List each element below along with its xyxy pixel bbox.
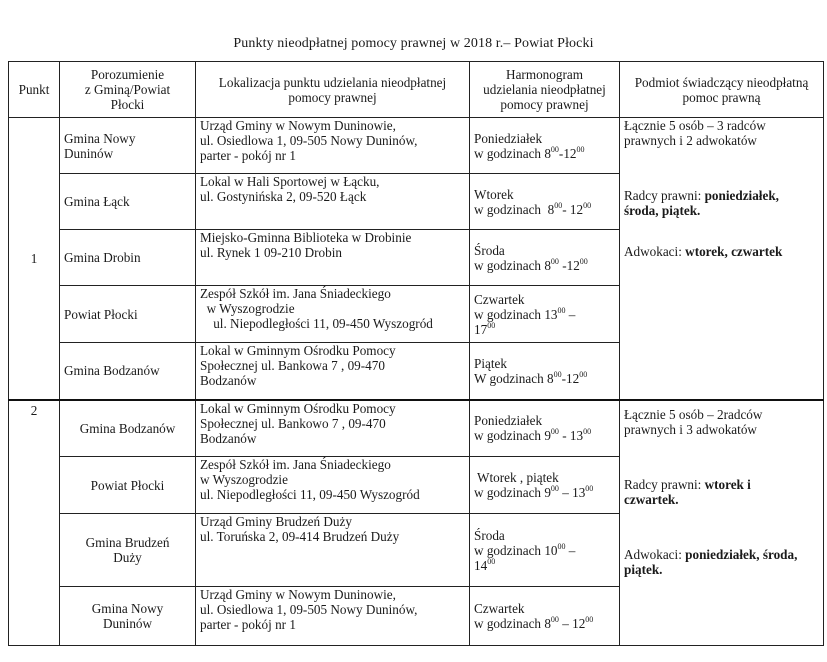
location-cell <box>196 118 470 174</box>
schedule-hours <box>474 307 615 322</box>
gmina-label: Duninów <box>102 616 153 631</box>
location-cell <box>196 230 470 286</box>
gmina-label: Gmina Bodzanów <box>64 363 160 379</box>
location-line: Zespół Szkół im. Jana Śniadeckiego <box>200 457 391 472</box>
schedule-day: Wtorek , piątek <box>474 470 559 485</box>
gmina-label: Gmina Brudzeń <box>85 535 170 550</box>
gmina-label: Powiat Płocki <box>90 477 165 493</box>
location-cell <box>196 514 470 587</box>
hours-part: 00 <box>550 615 559 624</box>
hours-part: 00 <box>579 256 588 266</box>
location-line: ul. Rynek 1 09-210 Drobin <box>200 245 342 260</box>
hours-part: 00 <box>550 256 559 266</box>
provider-summary: Łącznie 5 osób – 2radców <box>624 406 763 422</box>
location-line: Lokal w Hali Sportowej w Łącku, <box>200 174 380 189</box>
gmina-label: Gmina Drobin <box>64 250 141 265</box>
radcy-days: czwartek. <box>624 491 679 507</box>
location-line: parter - pokój nr 1 <box>200 148 296 163</box>
location-line: Społecznej ul. Bankowo 7 , 09-470 <box>200 415 386 431</box>
hours-part: 13 <box>572 485 586 500</box>
hours-part: 00 <box>583 200 592 210</box>
adwokaci-days: piątek. <box>624 561 663 577</box>
hours-part: – <box>565 306 576 322</box>
adwokaci-line <box>624 547 819 562</box>
location-line: ul. Osiedlowa 1, 09-505 Nowy Duninów, <box>200 133 418 148</box>
hours-part: w godzinach <box>474 428 545 444</box>
hours-part: w godzinach <box>474 542 545 558</box>
hours-part: 9 <box>544 485 551 500</box>
schedule-cell <box>470 174 620 230</box>
adwokaci-label: Adwokaci: <box>624 244 686 259</box>
gmina-cell <box>60 230 196 286</box>
legal-aid-schedule-table <box>8 61 824 646</box>
radcy-days: środa, piątek. <box>624 203 701 218</box>
schedule-hours <box>474 146 615 161</box>
hours-part: 00 <box>554 200 563 210</box>
provider-summary: Łącznie 5 osób – 3 radców <box>624 118 766 133</box>
location-line: ul. Osiedlowa 1, 09-505 Nowy Duninów, <box>200 602 418 617</box>
location-cell <box>196 457 470 514</box>
hours-part: w godzinach <box>474 257 545 273</box>
radcy-days: poniedziałek, <box>704 188 779 203</box>
location-line: Zespół Szkół im. Jana Śniadeckiego <box>200 286 391 301</box>
hours-part: - <box>561 370 566 386</box>
schedule-hours <box>474 371 615 386</box>
gmina-cell <box>60 343 196 400</box>
header-punkt: Punkt <box>9 62 60 118</box>
spacer <box>624 437 819 477</box>
hours-part: 12 <box>572 616 586 631</box>
table-row <box>9 400 824 457</box>
hours-part: 10 <box>544 542 558 558</box>
schedule-hours <box>474 258 615 273</box>
schedule-day: Czwartek <box>474 601 525 616</box>
location-cell <box>196 587 470 646</box>
adwokaci-label: Adwokaci: <box>624 546 686 562</box>
header-lokalizacja: Lokalizacja punktu udzielania nieodpłatnej pomocy prawnej <box>196 62 470 118</box>
location-line: Bodzanów <box>200 373 257 388</box>
hours-part: - <box>558 257 567 273</box>
adwokaci-days: wtorek, czwartek <box>685 244 783 259</box>
schedule-hours <box>474 485 615 500</box>
hours-part: - <box>558 145 564 161</box>
hours-part: 12 <box>566 370 580 386</box>
adwokaci-days: poniedziałek, środa, <box>685 546 798 562</box>
hours-part: 00 <box>550 484 559 493</box>
hours-part: 13 <box>544 306 558 322</box>
hours-part: 00 <box>487 320 496 330</box>
location-line: Miejsko-Gminna Biblioteka w Drobinie <box>200 230 412 245</box>
header-porozumienie: Porozumienie z Gminą/Powiat Płocki <box>60 62 196 118</box>
location-cell <box>196 174 470 230</box>
schedule-cell <box>470 230 620 286</box>
hours-part: 12 <box>566 257 580 273</box>
location-cell <box>196 343 470 400</box>
location-line: w Wyszogrodzie <box>200 472 288 487</box>
schedule-day: Poniedziałek <box>474 130 543 146</box>
location-cell <box>196 400 470 457</box>
schedule-hours <box>474 616 615 631</box>
hours-part: 00 <box>550 427 559 437</box>
hours-part: 9 <box>544 428 551 444</box>
hours-part: 8 <box>547 370 554 386</box>
header-harmonogram: Harmonogram udzielania nieodpłatnej pomocy prawnej <box>470 62 620 118</box>
hours-part: 14 <box>474 557 488 573</box>
gmina-label: Duży <box>113 550 142 565</box>
radcy-days: wtorek i <box>704 476 751 492</box>
location-line: Urząd Gminy Brudzeń Duży <box>200 514 352 529</box>
hours-part: 8 <box>544 257 551 273</box>
hours-part: 00 <box>553 369 562 379</box>
location-cell <box>196 286 470 343</box>
gmina-label: Powiat Płocki <box>64 306 138 322</box>
gmina-label: Gmina Nowy <box>64 130 136 146</box>
schedule-hours <box>474 543 615 558</box>
schedule-day: Środa <box>474 242 505 258</box>
radcy-label: Radcy prawni: <box>624 476 705 492</box>
schedule-cell <box>470 587 620 646</box>
location-line: Urząd Gminy w Nowym Duninowie, <box>200 118 396 133</box>
adwokaci-line <box>624 244 819 259</box>
schedule-day: Czwartek <box>474 291 525 307</box>
hours-part: - <box>558 428 570 444</box>
gmina-label: Gmina Bodzanów <box>79 420 176 436</box>
gmina-label: Duninów <box>64 145 114 161</box>
hours-part: w godzinach <box>474 616 545 631</box>
location-line: w Wyszogrodzie <box>200 301 295 316</box>
hours-part: w godzinach <box>474 145 545 161</box>
hours-part: w godzinach <box>474 485 545 500</box>
schedule-hours <box>474 428 615 443</box>
table-body <box>9 118 824 646</box>
gmina-cell <box>60 174 196 230</box>
schedule-cell <box>470 343 620 400</box>
radcy-line <box>624 188 819 203</box>
schedule-cell <box>470 118 620 174</box>
hours-part: 00 <box>576 144 585 154</box>
hours-part: 12 <box>563 145 577 161</box>
hours-part: 8 <box>547 201 555 217</box>
hours-part: 12 <box>569 201 584 217</box>
gmina-cell <box>60 286 196 343</box>
provider-summary: prawnych i 3 adwokatów <box>624 421 757 437</box>
gmina-label: Gmina Łąck <box>64 194 130 209</box>
schedule-day: Piątek <box>474 355 507 371</box>
location-line: parter - pokój nr 1 <box>200 617 296 632</box>
hours-part: 00 <box>579 369 588 379</box>
header-podmiot: Podmiot świadczący nieodpłatną pomoc prawną <box>620 62 824 118</box>
hours-part: 00 <box>550 144 559 154</box>
header-row <box>9 62 824 118</box>
punkt-number: 1 <box>9 118 60 400</box>
hours-part: w godzinach <box>474 201 548 217</box>
gmina-cell <box>60 457 196 514</box>
location-line: ul. Toruńska 2, 09-414 Brudzeń Duży <box>200 529 400 544</box>
schedule-cell <box>470 400 620 457</box>
hours-part: - <box>562 201 570 217</box>
schedule-hours <box>474 202 615 217</box>
spacer <box>624 218 819 244</box>
hours-part: – <box>558 616 573 631</box>
spacer <box>624 148 819 188</box>
location-line: ul. Niepodległości 11, 09-450 Wyszogród <box>200 487 420 502</box>
schedule-day: Poniedziałek <box>474 413 543 429</box>
gmina-cell <box>60 118 196 174</box>
gmina-cell <box>60 400 196 457</box>
location-line: Lokal w Gminnym Ośrodku Pomocy <box>200 343 396 358</box>
schedule-day: Środa <box>474 527 505 543</box>
hours-part: 00 <box>583 427 592 437</box>
hours-part: 00 <box>487 556 496 566</box>
location-line: Lokal w Gminnym Ośrodku Pomocy <box>200 400 396 416</box>
location-line: Społecznej ul. Bankowa 7 , 09-470 <box>200 358 385 373</box>
adwokaci-line <box>624 562 819 577</box>
punkt-number: 2 <box>9 400 60 646</box>
schedule-hours-end <box>474 322 615 337</box>
location-line: Urząd Gminy w Nowym Duninowie, <box>200 587 396 602</box>
table-row <box>9 118 824 174</box>
hours-part: 00 <box>585 615 594 624</box>
schedule-day: Wtorek <box>474 186 514 202</box>
provider-cell <box>620 118 824 400</box>
provider-cell <box>620 400 824 646</box>
hours-part: 8 <box>544 616 551 631</box>
hours-part: 17 <box>474 321 488 337</box>
hours-part: 00 <box>557 541 566 551</box>
radcy-line <box>624 492 819 507</box>
location-line: Bodzanów <box>200 430 257 446</box>
hours-part: W godzinach <box>474 370 547 386</box>
hours-part: – <box>565 542 576 558</box>
gmina-cell <box>60 514 196 587</box>
provider-summary: prawnych i 2 adwokatów <box>624 133 757 148</box>
hours-part: 00 <box>557 305 566 315</box>
radcy-label: Radcy prawni: <box>624 188 705 203</box>
schedule-cell <box>470 457 620 514</box>
location-line: ul. Gostynińska 2, 09-520 Łąck <box>200 189 367 204</box>
radcy-line <box>624 203 819 218</box>
location-line: ul. Niepodległości 11, 09-450 Wyszogród <box>200 316 433 331</box>
hours-part: 13 <box>569 428 584 444</box>
schedule-cell <box>470 286 620 343</box>
hours-part: – <box>558 485 573 500</box>
gmina-cell <box>60 587 196 646</box>
gmina-label: Gmina Nowy <box>91 601 164 616</box>
page-title: Punkty nieodpłatnej pomocy prawnej w 2018 r.– Powiat Płocki <box>233 36 594 51</box>
hours-part: 8 <box>544 145 551 161</box>
schedule-hours-end <box>474 558 615 573</box>
schedule-cell <box>470 514 620 587</box>
radcy-line <box>624 477 819 492</box>
spacer <box>624 507 819 547</box>
hours-part: w godzinach <box>474 306 545 322</box>
hours-part: 00 <box>585 484 594 493</box>
